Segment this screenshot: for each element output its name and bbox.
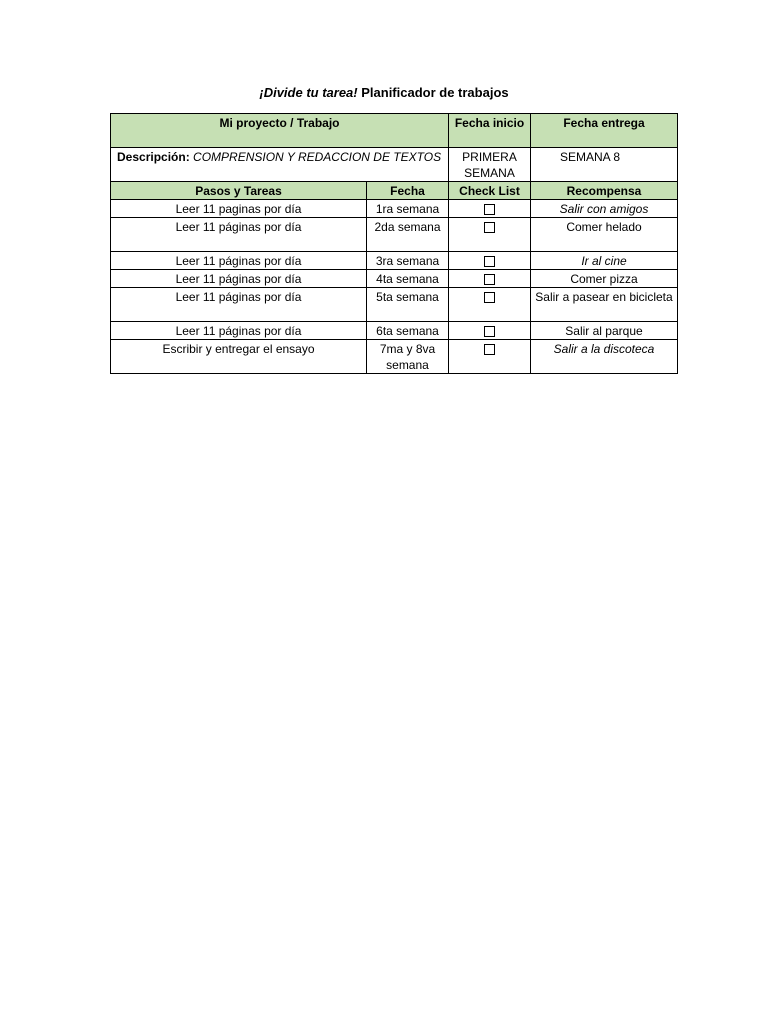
checklist-cell (449, 288, 531, 322)
description-label: Descripción: (117, 150, 190, 164)
reward-cell: Comer helado (531, 218, 678, 252)
date-cell: 1ra semana (367, 200, 449, 218)
date-column-header: Fecha (367, 182, 449, 200)
date-cell: 4ta semana (367, 270, 449, 288)
table-row (111, 252, 678, 270)
checkbox[interactable] (484, 256, 495, 267)
page-title (0, 85, 768, 101)
title-rest-part: Planificador de trabajos (357, 85, 509, 100)
column-header-row (111, 182, 678, 200)
table-row (111, 218, 678, 252)
project-header-row (111, 114, 678, 148)
date-cell: 6ta semana (367, 322, 449, 340)
date-cell: 3ra semana (367, 252, 449, 270)
reward-cell: Ir al cine (531, 252, 678, 270)
project-header-cell: Mi proyecto / Trabajo (111, 114, 449, 148)
reward-cell: Comer pizza (531, 270, 678, 288)
checklist-cell (449, 252, 531, 270)
task-cell: Leer 11 páginas por día (111, 270, 367, 288)
reward-cell: Salir a la discoteca (531, 340, 678, 374)
checkbox[interactable] (484, 274, 495, 285)
start-date-value: PRIMERA SEMANA (449, 148, 531, 182)
date-cell: 5ta semana (367, 288, 449, 322)
task-cell: Leer 11 páginas por día (111, 288, 367, 322)
task-cell: Leer 11 páginas por día (111, 322, 367, 340)
checklist-column-header: Check List (449, 182, 531, 200)
checkbox[interactable] (484, 326, 495, 337)
table-row (111, 270, 678, 288)
reward-cell: Salir al parque (531, 322, 678, 340)
title-italic-part: ¡Divide tu tarea! (259, 85, 358, 100)
checklist-cell (449, 200, 531, 218)
checkbox[interactable] (484, 344, 495, 355)
reward-cell: Salir con amigos (531, 200, 678, 218)
date-cell: 2da semana (367, 218, 449, 252)
checkbox[interactable] (484, 292, 495, 303)
steps-column-header: Pasos y Tareas (111, 182, 367, 200)
table-row (111, 322, 678, 340)
due-date-value: SEMANA 8 (531, 148, 678, 182)
task-cell: Escribir y entregar el ensayo (111, 340, 367, 374)
description-value: COMPRENSION Y REDACCION DE TEXTOS (193, 150, 442, 164)
date-cell: 7ma y 8va semana (367, 340, 449, 374)
description-row (111, 148, 678, 182)
task-cell: Leer 11 paginas por día (111, 200, 367, 218)
task-cell: Leer 11 páginas por día (111, 252, 367, 270)
table-row (111, 200, 678, 218)
checklist-cell (449, 270, 531, 288)
checklist-cell (449, 322, 531, 340)
description-cell (111, 148, 449, 182)
table-row (111, 288, 678, 322)
checklist-cell (449, 340, 531, 374)
reward-column-header: Recompensa (531, 182, 678, 200)
task-cell: Leer 11 páginas por día (111, 218, 367, 252)
due-date-header-cell: Fecha entrega (531, 114, 678, 148)
checklist-cell (449, 218, 531, 252)
table-row (111, 340, 678, 374)
start-date-header-cell: Fecha inicio (449, 114, 531, 148)
checkbox[interactable] (484, 222, 495, 233)
planner-table (110, 113, 678, 374)
checkbox[interactable] (484, 204, 495, 215)
reward-cell: Salir a pasear en bicicleta (531, 288, 678, 322)
